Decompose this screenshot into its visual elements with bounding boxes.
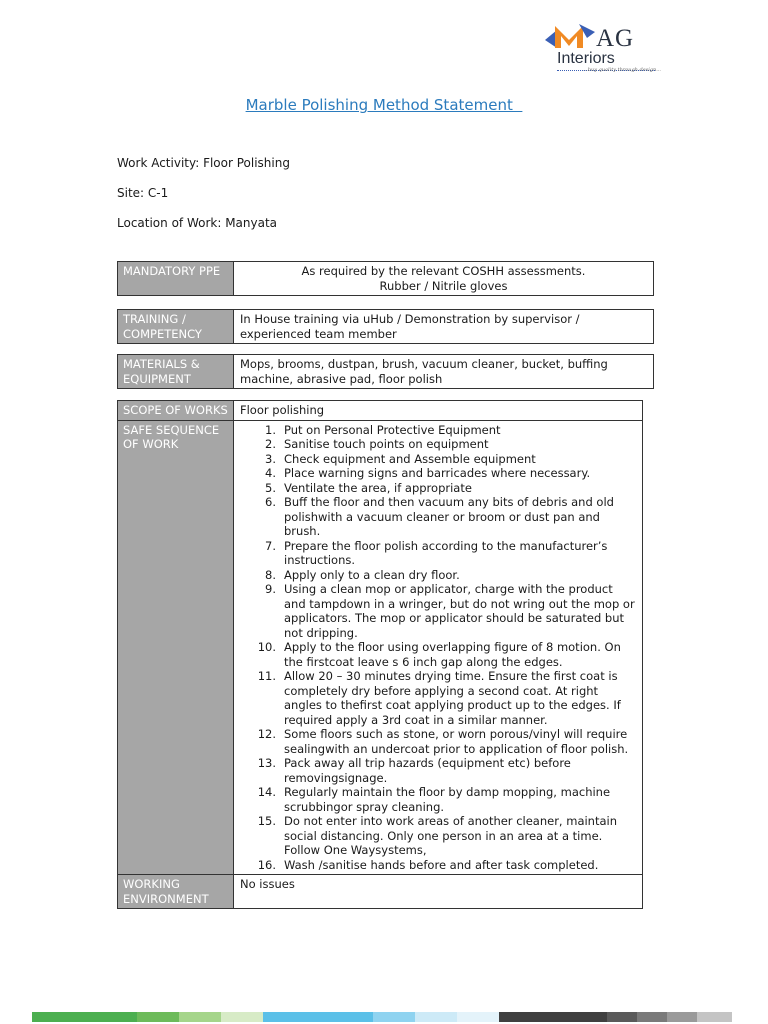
training-table: [117, 309, 654, 344]
footer-color-segment: [137, 1012, 179, 1022]
footer-color-segment: [637, 1012, 667, 1022]
footer-color-segment: [607, 1012, 637, 1022]
step-text: Pack away all trip hazards (equipment etc) before removingsignage.: [284, 756, 571, 785]
sequence-step: [257, 857, 636, 873]
sequence-step: [265, 582, 636, 640]
materials-label: MATERIALS & EQUIPMENT: [118, 355, 234, 389]
step-text: Put on Personal Protective Equipment: [284, 422, 501, 437]
step-text: Allow 20 – 30 minutes drying time. Ensure the first coat is completely dry before applying a second coat. At right angles to thefirst coat applying product up to the edges. If required apply a 3rd coat in a similar manner.: [284, 669, 621, 727]
ppe-value: [234, 262, 654, 296]
ppe-table: [117, 261, 654, 296]
sequence-step: [265, 437, 636, 452]
sequence-step: [265, 451, 636, 467]
step-number: 10.: [257, 640, 276, 654]
step-number: 14.: [257, 785, 276, 799]
scope-value: Floor polishing: [234, 401, 643, 421]
step-number: 13.: [257, 756, 276, 770]
footer-color-segment: [221, 1012, 263, 1022]
sequence-step: [257, 727, 636, 756]
sequence-step: [265, 422, 636, 438]
work-details-table: [117, 400, 643, 909]
materials-value: Mops, brooms, dustpan, brush, vacuum cleaner, bucket, buffing machine, abrasive pad, floor polish: [234, 355, 654, 389]
step-text: Regularly maintain the floor by damp mopping, machine scrubbingor spray cleaning.: [284, 785, 611, 814]
step-text: Apply only to a clean dry floor.: [284, 567, 460, 582]
document-title: Marble Polishing Method Statement: [245, 96, 523, 114]
sequence-step: [257, 669, 636, 727]
ppe-label: MANDATORY PPE: [118, 262, 234, 296]
step-number: 11.: [257, 669, 276, 683]
logo-mark-text: AG: [596, 25, 635, 52]
footer-color-segment: [697, 1012, 732, 1022]
step-text: Sanitise touch points on equipment: [284, 437, 489, 451]
sequence-step: [265, 495, 636, 539]
environment-label: WORKING ENVIRONMENT: [118, 875, 234, 909]
step-number: 8.: [265, 567, 276, 582]
step-number: 9.: [265, 582, 276, 596]
sequence-step: [257, 785, 636, 814]
step-text: Place warning signs and barricades where necessary.: [284, 466, 591, 480]
sequence-step: [265, 567, 636, 583]
step-number: 5.: [265, 480, 276, 495]
step-text: Ventilate the area, if appropriate: [284, 480, 472, 495]
sequence-step: [265, 538, 636, 568]
sequence-steps-list: [240, 423, 636, 873]
company-logo: [543, 18, 661, 80]
step-number: 7.: [265, 538, 276, 553]
materials-table: [117, 354, 654, 389]
step-text: Apply to the floor using overlapping figure of 8 motion. On the firstcoat leave s 6 inch gap along the edges.: [284, 640, 621, 669]
step-text: Wash /sanitise hands before and after task completed.: [284, 857, 599, 872]
sequence-value: [234, 420, 643, 875]
step-number: 2.: [265, 437, 276, 451]
step-number: 4.: [265, 466, 276, 480]
scope-label: SCOPE OF WORKS: [118, 401, 234, 421]
footer-color-segment: [373, 1012, 415, 1022]
environment-value: No issues: [234, 875, 643, 909]
training-value: In House training via uHub / Demonstration by supervisor / experienced team member: [234, 310, 654, 344]
work-activity: Work Activity: Floor Polishing: [117, 156, 290, 170]
work-location: Location of Work: Manyata: [117, 216, 278, 230]
footer-color-segment: [499, 1012, 607, 1022]
step-number: 12.: [257, 727, 276, 741]
ppe-line-1: As required by the relevant COSHH assessments.: [301, 264, 586, 278]
logo-tagline: ...buy quality through design...: [583, 67, 662, 73]
sequence-step: [265, 466, 636, 481]
step-number: 6.: [265, 495, 276, 509]
footer-color-segment: [179, 1012, 221, 1022]
footer-color-segment: [32, 1012, 137, 1022]
site: Site: C-1: [117, 186, 169, 200]
sequence-label: SAFE SEQUENCE OF WORK: [118, 420, 234, 875]
step-text: Do not enter into work areas of another cleaner, maintain social distancing. Only one person in an area at a time. Follow One Waysystems,: [284, 814, 618, 857]
step-number: 1.: [265, 422, 276, 437]
sequence-step: [257, 640, 636, 669]
step-number: 15.: [257, 814, 276, 828]
step-number: 3.: [265, 451, 276, 466]
logo-name: Interiors: [557, 50, 615, 67]
step-number: 16.: [257, 857, 276, 872]
footer-color-segment: [263, 1012, 373, 1022]
sequence-step: [257, 814, 636, 858]
footer-color-segment: [457, 1012, 499, 1022]
step-text: Buff the floor and then vacuum any bits of debris and old polishwith a vacuum cleaner or broom or dust pan and brush.: [284, 495, 614, 538]
step-text: Some floors such as stone, or worn porous/vinyl will require sealingwith an undercoat prior to application of floor polish.: [284, 727, 629, 756]
ppe-line-2: Rubber / Nitrile gloves: [379, 278, 508, 293]
training-label: TRAINING / COMPETENCY: [118, 310, 234, 344]
footer-color-segment: [667, 1012, 697, 1022]
step-text: Check equipment and Assemble equipment: [284, 451, 536, 466]
step-text: Using a clean mop or applicator, charge with the product and tampdown in a wringer, but do not wring out the mop or applicators. The mop or applicator should be saturated but not dripping.: [284, 582, 635, 640]
sequence-step: [265, 480, 636, 496]
footer-color-bar: [32, 1012, 732, 1022]
footer-color-segment: [415, 1012, 457, 1022]
sequence-step: [257, 756, 636, 785]
step-text: Prepare the floor polish according to the manufacturer’s instructions.: [284, 538, 608, 567]
